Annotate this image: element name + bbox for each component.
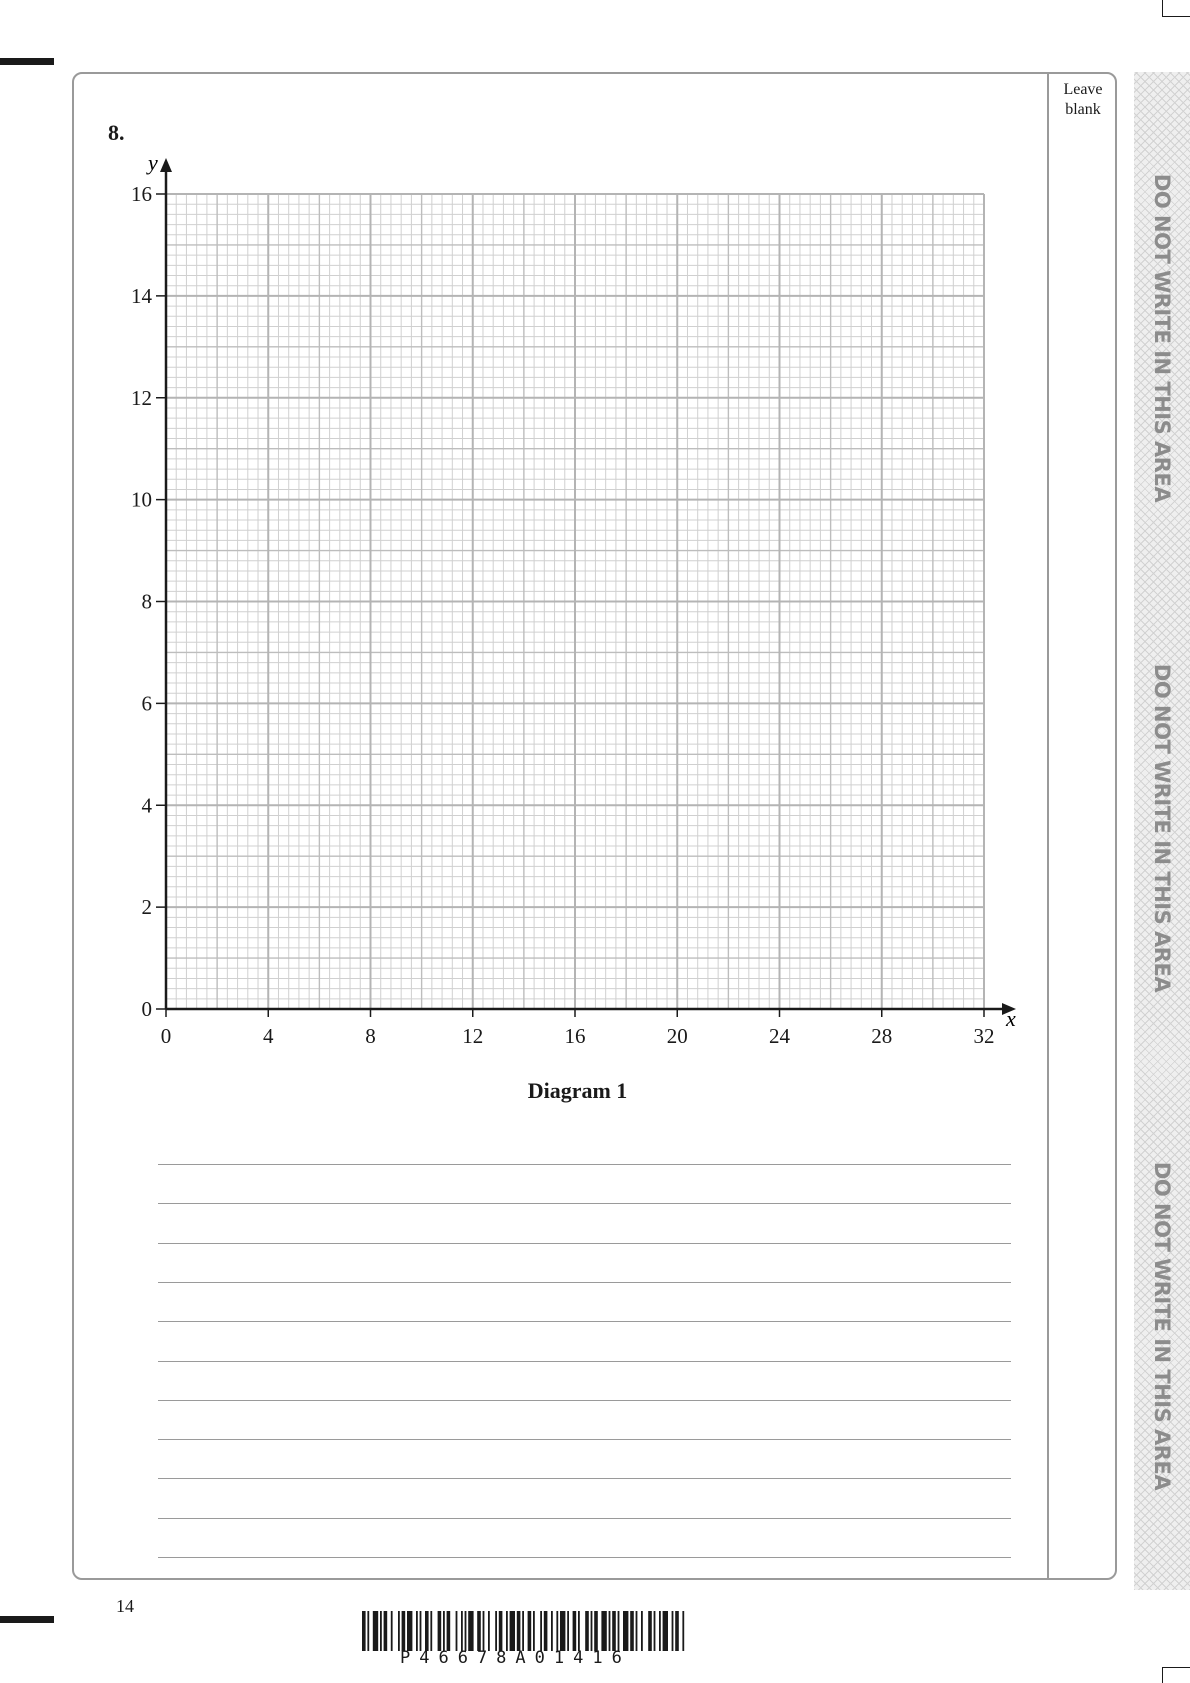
x-tick-label: 0 — [160, 1024, 172, 1048]
y-tick-label: 0 — [141, 997, 152, 1021]
x-tick-label: 12 — [462, 1024, 484, 1048]
x-tick-label: 32 — [973, 1024, 995, 1048]
leave-blank-label: Leave blank — [1063, 81, 1103, 118]
barcode-number: P46678A01416 — [400, 1648, 631, 1668]
y-tick-label: 6 — [141, 691, 152, 716]
y-tick-label: 4 — [141, 793, 152, 818]
x-tick-label: 24 — [769, 1024, 790, 1048]
y-tick-label: 10 — [131, 487, 152, 512]
x-tick-label: 16 — [564, 1024, 586, 1048]
question-number: 8. — [108, 120, 125, 145]
page-number: 14 — [116, 1596, 134, 1616]
y-tick-label: 12 — [131, 385, 152, 410]
y-tick-label: 16 — [131, 182, 152, 206]
y-tick-label: 14 — [131, 283, 152, 308]
x-tick-label: 28 — [871, 1024, 893, 1048]
y-tick-label: 2 — [141, 895, 152, 920]
x-tick-label: 20 — [666, 1024, 688, 1048]
y-tick-label: 8 — [141, 589, 152, 614]
x-axis-label: x — [1006, 1006, 1016, 1031]
diagram-caption: Diagram 1 — [527, 1078, 628, 1103]
x-tick-label: 4 — [263, 1024, 274, 1048]
y-axis-label: y — [148, 150, 158, 175]
x-tick-label: 8 — [365, 1024, 376, 1048]
